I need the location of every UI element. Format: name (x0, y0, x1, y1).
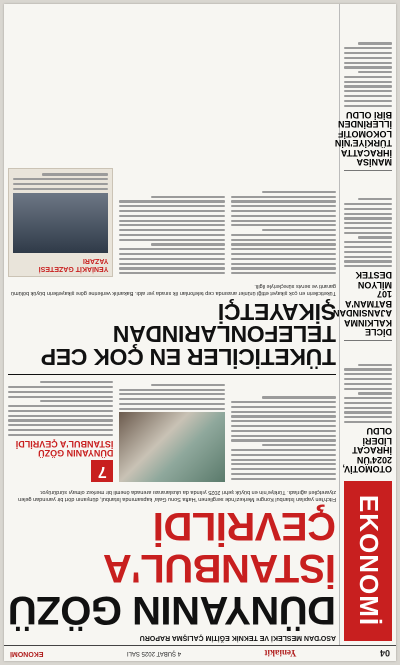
main-col-3 (8, 381, 113, 482)
second-col-1 (231, 168, 336, 277)
side-story-3-headline: MANİSA İHRACATTA TÜRKİYE'NİN LOKOMOTİF İLLERİNDEN BİRİ OLDU (334, 109, 392, 167)
story-photo (119, 412, 224, 482)
side-story-3 (334, 42, 392, 175)
page-number: 04 (379, 648, 390, 659)
economy-side-column (332, 4, 396, 645)
main-story-columns (8, 381, 336, 482)
columnist-photo (13, 193, 108, 253)
second-lead: Tüketicilerin en çok şikayet ettiği ürünler arasında cep telefonları ilk sırada yer aldı. Bakanlık verilerine göre şikayetlerin büyük bölümü garanti ve servis süreçleriyle ilgili. (11, 283, 336, 297)
main-col-1 (231, 381, 336, 482)
side-story-1-headline: OTOMOTİV, 2024'ÜN İHRACAT LİDERİ OLDU (342, 426, 392, 474)
second-story-columns (8, 168, 336, 277)
main-headline-line2: İSTANBUL'A (103, 545, 336, 590)
newspaper-page (4, 4, 396, 661)
main-col-2 (119, 381, 224, 482)
main-content (8, 4, 336, 645)
columnist-card (8, 168, 113, 277)
main-kicker: ASO'DAN MESLEKİ VE TEKNİK EĞİTİM ÇALIŞMA RAPORU (139, 634, 336, 641)
columnist-box (8, 168, 113, 277)
number-box: 7 (91, 460, 113, 482)
second-headline-line1: TÜKETİCİLER EN ÇOK CEP (41, 343, 336, 370)
newspaper-logo: Yeniakit (264, 648, 297, 659)
main-lead: Fitch'ten yapılan İstanbul Kongre Merkezi'nde sergilenen 'Hafta Sonu Gala' kapsamında İstanbul, dünyanın dört bir yanından gelen ziyaretçileri ağırladı. Türkiye'nin en büyük şehri 2025 yılında da uluslararası arenada önemli bir merkez olmayı sürdürüyor. (18, 489, 336, 502)
main-headline-line3: ÇEVRİLDİ (153, 503, 336, 548)
section-divider (8, 374, 336, 376)
columnist-title: YENİAKİT GAZETESİ YAZARI (38, 257, 109, 272)
side-story-2-headline: DİCLE KALKINMA AJANSINDAN BATMAN'A 107 MİLYON DESTEK (332, 270, 392, 337)
section-label: EKONOMİ (10, 650, 44, 657)
section-banner (344, 481, 392, 641)
side-story-2 (332, 198, 392, 345)
main-headline-line1: DÜNYANIN GÖZÜ (8, 587, 336, 632)
issue-date: 4 ŞUBAT 2025 SALI (126, 650, 182, 657)
side-story-1 (344, 364, 392, 475)
side-subheadline: DÜNYANIN GÖZÜ İSTANBUL'A ÇEVRİLDİ (15, 438, 114, 459)
second-col-2 (119, 168, 224, 277)
masthead-bar (4, 645, 396, 661)
second-headline-line2: TELEFONLARINDAN ŞİKAYETÇİ (113, 298, 336, 348)
section-banner-label: EKONOMİ (353, 495, 384, 627)
